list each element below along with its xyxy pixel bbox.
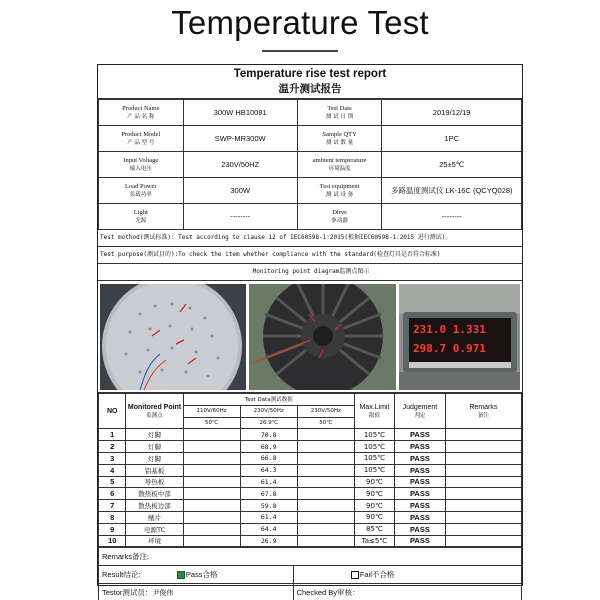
col-monitored-point [126, 394, 183, 429]
heatsink-photo [249, 284, 396, 390]
info-label2-en: Test Date [327, 104, 352, 112]
row-no: 1 [99, 429, 126, 441]
checked-by-cell [293, 584, 521, 600]
table-row [99, 441, 522, 453]
monitoring-point-heading: Monitoring point diagram监测点图示 [98, 264, 522, 281]
row-value-3 [297, 523, 354, 535]
info-label-2 [297, 204, 382, 230]
row-value-1 [183, 429, 240, 441]
info-value-2: 2019/12/19 [382, 100, 522, 126]
row-judgement: PASS [395, 488, 446, 500]
col-judgement [395, 394, 446, 429]
row-remark [445, 500, 521, 512]
row-no: 2 [99, 441, 126, 453]
row-judgement: PASS [395, 429, 446, 441]
table-row [99, 535, 522, 547]
tester-cell [99, 584, 294, 600]
info-label-en: Load Power [125, 182, 157, 190]
row-point: 铝基板 [126, 464, 183, 476]
row-point: 鳍片 [126, 511, 183, 523]
led-board-photo [100, 284, 246, 390]
row-value-1 [183, 511, 240, 523]
row-value-2: 61.4 [240, 511, 297, 523]
row-no: 7 [99, 500, 126, 512]
row-limit: Ta≤5℃ [354, 535, 394, 547]
col-judge-cn: 判定 [414, 412, 426, 419]
row-judgement: PASS [395, 523, 446, 535]
info-label-2 [297, 152, 382, 178]
row-value-2: 67.8 [240, 488, 297, 500]
info-label-cn: 负载功率 [129, 191, 152, 198]
row-remark [445, 464, 521, 476]
info-value: 300W HB10081 [183, 100, 297, 126]
pass-label: Pass合格 [185, 570, 218, 580]
row-remark [445, 441, 521, 453]
row-point: 导热板 [126, 476, 183, 488]
table-row [99, 488, 522, 500]
table-row [99, 464, 522, 476]
row-value-1 [183, 464, 240, 476]
info-label2-cn: 环境温度 [328, 165, 351, 172]
report-footer [98, 547, 522, 600]
report-header [98, 65, 522, 99]
row-point: 灯脚 [126, 452, 183, 464]
condition-2: 230V/50Hz [240, 405, 297, 417]
info-label-cn: 产 品 名 称 [127, 113, 155, 120]
condition-1: 110V/60Hz [183, 405, 240, 417]
info-label [99, 152, 184, 178]
info-label2-cn: 测 试 设 备 [325, 191, 354, 198]
row-value-3 [297, 488, 354, 500]
info-label2-en: ambient temperature [312, 156, 367, 164]
row-judgement: PASS [395, 476, 446, 488]
checked-by-label: Checked By审核： [296, 588, 360, 598]
info-label-en: Input Voltage [123, 156, 159, 164]
row-value-2: 66.8 [240, 452, 297, 464]
row-value-2: 70.8 [240, 429, 297, 441]
info-label [99, 126, 184, 152]
page-title: Temperature Test [171, 4, 429, 41]
row-value-2: 64.3 [240, 464, 297, 476]
info-label-2 [297, 126, 382, 152]
row-value-3 [297, 476, 354, 488]
col-max-limit [354, 394, 394, 429]
info-row [99, 126, 522, 152]
row-value-1 [183, 488, 240, 500]
report-title-en: Temperature rise test report [233, 68, 387, 80]
info-label2-en: Dirve [332, 208, 347, 216]
row-no: 10 [99, 535, 126, 547]
row-value-2: 68.9 [240, 441, 297, 453]
monitoring-photos [98, 281, 522, 393]
row-value-3 [297, 464, 354, 476]
info-row [99, 204, 522, 230]
info-label-2 [297, 178, 382, 204]
test-data-table [98, 393, 522, 547]
info-label-2 [297, 100, 382, 126]
row-value-3 [297, 535, 354, 547]
row-no: 9 [99, 523, 126, 535]
row-judgement: PASS [395, 452, 446, 464]
info-row [99, 178, 522, 204]
fail-checkbox[interactable] [351, 571, 359, 579]
col-limit-cn: 限值 [368, 412, 380, 419]
row-value-1 [183, 441, 240, 453]
row-value-1 [183, 523, 240, 535]
test-method: Test mothod(测试标准): Test according to ciause 12 of IEC60598-1:2015(根据IEC60598-1:2015 进行测试)。 [98, 230, 522, 247]
report-info-table [98, 99, 522, 230]
info-label [99, 178, 184, 204]
meter-power-bottom: 298.7 [413, 342, 447, 355]
row-point: 灯脚 [126, 441, 183, 453]
pass-checkbox[interactable] [177, 571, 185, 579]
row-remark [445, 488, 521, 500]
row-judgement: PASS [395, 464, 446, 476]
info-label [99, 100, 184, 126]
tester-label: Testor测试员： [102, 588, 153, 598]
table-row [99, 523, 522, 535]
row-limit: 85℃ [354, 523, 394, 535]
info-value: 300W [183, 178, 297, 204]
condition-3: 230V/50Hz [297, 405, 354, 417]
info-label2-cn: 驱动器 [331, 217, 348, 224]
col-remarks-en: Remarks [469, 403, 498, 411]
row-limit: 90℃ [354, 476, 394, 488]
ambient-2: 26.9℃ [240, 417, 297, 429]
test-report-sheet [97, 64, 523, 598]
info-label2-en: Sample QTY [322, 130, 357, 138]
row-value-1 [183, 452, 240, 464]
meter-current-top: 1.331 [452, 323, 486, 336]
table-row [99, 511, 522, 523]
fail-label: Fail不合格 [359, 570, 395, 580]
row-no: 8 [99, 511, 126, 523]
info-value: SWP-MR300W [183, 126, 297, 152]
info-value-2: 多路温度测试仪 LK-16C (QCYQ028) [382, 178, 522, 204]
test-purpose: Test purpose(测试目的):To check the item whether compliance with the standard(检查灯具是否符合标准) [98, 247, 522, 264]
row-limit: 90℃ [354, 500, 394, 512]
info-label2-cn: 测 试 日 期 [325, 113, 354, 120]
row-value-3 [297, 429, 354, 441]
info-label-en: Product Model [121, 130, 161, 138]
row-value-1 [183, 476, 240, 488]
info-row [99, 152, 522, 178]
col-point-cn: 监测点 [146, 412, 163, 419]
col-remarks [445, 394, 521, 429]
remarks-row [99, 548, 522, 566]
meter-factor-bottom: 0.971 [452, 342, 486, 355]
info-label2-cn: 测 试 数 量 [325, 139, 354, 146]
row-judgement: PASS [395, 535, 446, 547]
row-limit: 90℃ [354, 488, 394, 500]
table-row [99, 500, 522, 512]
power-meter-photo [399, 284, 520, 390]
report-title-cn: 温升测试报告 [278, 83, 342, 95]
row-remark [445, 429, 521, 441]
row-value-3 [297, 441, 354, 453]
row-remark [445, 452, 521, 464]
info-label-en: Light [133, 208, 148, 216]
row-limit: 105℃ [354, 429, 394, 441]
info-label [99, 204, 184, 230]
row-limit: 105℃ [354, 452, 394, 464]
meter-voltage-top: 231.0 [413, 323, 447, 336]
row-judgement: PASS [395, 500, 446, 512]
row-value-2: 26.9 [240, 535, 297, 547]
row-value-2: 59.8 [240, 500, 297, 512]
row-remark [445, 476, 521, 488]
row-no: 6 [99, 488, 126, 500]
info-value: -------- [183, 204, 297, 230]
row-no: 5 [99, 476, 126, 488]
row-value-1 [183, 535, 240, 547]
table-row [99, 476, 522, 488]
row-point: 散热板中部 [126, 488, 183, 500]
info-row [99, 100, 522, 126]
row-point: 电源TC [126, 523, 183, 535]
row-point: 散热板边部 [126, 500, 183, 512]
row-limit: 105℃ [354, 441, 394, 453]
tester-name: 尹俊伟 [152, 589, 174, 598]
row-point: 灯脚 [126, 429, 183, 441]
col-point-en: Monitored Point [127, 403, 182, 411]
info-label-cn: 输入电压 [129, 165, 152, 172]
result-fail-cell [293, 566, 521, 584]
table-row [99, 452, 522, 464]
info-label-cn: 光源 [135, 217, 147, 224]
col-no: NO [99, 394, 126, 429]
row-limit: 105℃ [354, 464, 394, 476]
row-remark [445, 535, 521, 547]
ambient-1: 50℃ [183, 417, 240, 429]
info-value: 230V/50HZ [183, 152, 297, 178]
row-value-1 [183, 500, 240, 512]
row-remark [445, 523, 521, 535]
meter-display [413, 320, 509, 358]
col-test-data: Test Data测试数据 [183, 394, 354, 406]
row-no: 4 [99, 464, 126, 476]
ambient-3: 50℃ [297, 417, 354, 429]
table-row [99, 429, 522, 441]
info-value-2: 25±5℃ [382, 152, 522, 178]
result-pass-cell [99, 566, 294, 584]
row-judgement: PASS [395, 511, 446, 523]
info-value-2: 1PC [382, 126, 522, 152]
row-point: 环境 [126, 535, 183, 547]
remarks-label: Remarks备注: [102, 552, 150, 562]
info-label2-en: Test equipment [319, 182, 360, 190]
col-remarks-cn: 备注 [477, 412, 489, 419]
row-value-3 [297, 511, 354, 523]
row-value-2: 61.4 [240, 476, 297, 488]
row-remark [445, 511, 521, 523]
result-label: Result结论: [102, 570, 141, 580]
row-judgement: PASS [395, 441, 446, 453]
info-label-en: Product Name [122, 104, 160, 112]
row-value-2: 64.4 [240, 523, 297, 535]
col-judge-en: Judgement [402, 403, 438, 411]
row-no: 3 [99, 452, 126, 464]
row-limit: 90℃ [354, 511, 394, 523]
info-value-2: -------- [382, 204, 522, 230]
row-value-3 [297, 500, 354, 512]
row-value-3 [297, 452, 354, 464]
title-underline [262, 50, 338, 52]
info-label-cn: 产 品 型 号 [127, 139, 155, 146]
col-limit-en: Max.Limit [359, 403, 390, 411]
